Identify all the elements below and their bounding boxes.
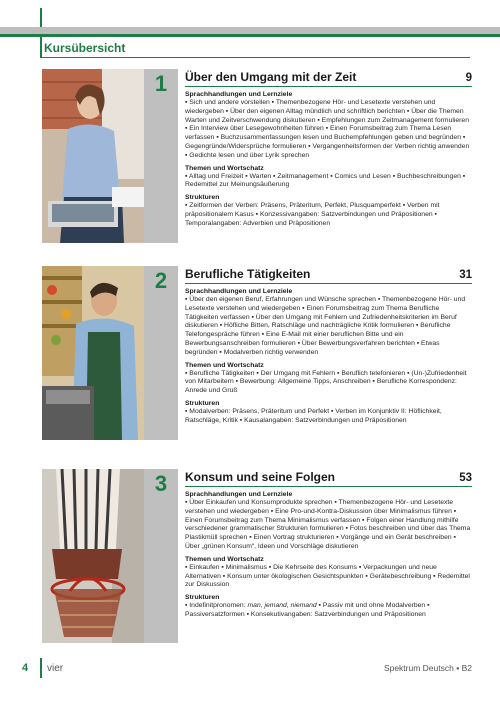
section-heading: Themen und Wortschatz (185, 164, 264, 172)
woman-with-laptop-photo (42, 69, 144, 243)
unit-page-number[interactable]: 9 (465, 72, 472, 84)
section-heading: Themen und Wortschatz (185, 361, 264, 369)
footer-page-number: 4 (22, 662, 29, 674)
unit-1-heading-row (185, 69, 472, 87)
section-heading: Sprachhandlungen und Lernziele (185, 91, 293, 98)
man-at-cashier-photo (42, 266, 144, 440)
unit-2-number-band (144, 266, 178, 440)
section-text: ▪ Über den eigenen Beruf, Erfahrungen und Wünsche sprechen ▪ Themenbezogene Hör- und Lesetexte verstehen und wiedergeben ▪ Einen Forumsbeitrag zum Thema Berufliche Tätigkeiten verfassen ▪ Über den Umgang mit Fehlern und Zufriedenheitskriterien im Beruf diskutieren ▪ Höfliche Bitten, Ratschläge und nachträgliche Kritik formulieren ▪ Berufliche Telefongespräche führen ▪ Eine E-Mail mit einer beruflichen Bitte und ein Bewerbungsanschreiben formulieren ▪ Über Bewerbungsverfahren berichten ▪ Etwas begründen ▪ Modalverben richtig verwenden (185, 296, 466, 356)
footer-book-title: Spektrum Deutsch ▪ B2 (383, 663, 472, 673)
shopping-basket-photo (42, 469, 144, 643)
unit-title[interactable]: Konsum und seine Folgen (185, 470, 336, 484)
section-text: ▪ Berufliche Tätigkeiten ▪ Der Umgang mit Fehlern ▪ Beruflich telefonieren ▪ (Un-)Zufriedenheit von Mitarbeitern ▪ Bewerbung: Allgemeine Tipps, Anschreiben ▪ Berufliche Korrespondenz: Anrede und Gruß (185, 369, 467, 395)
header-vertical-rule (40, 37, 42, 57)
top-corner-tick (40, 8, 42, 27)
footer-vertical-rule (40, 658, 42, 678)
unit-2-heading-row (185, 266, 472, 284)
top-grey-band (0, 27, 500, 34)
section-text: ▪ Modalverben: Präsens, Präteritum und Perfekt ▪ Verben im Konjunktiv II: Höflichkeit, Ratschläge, Kritik ▪ Kausalangaben: Satzverbindungen und Präpositionen (185, 407, 442, 424)
unit-3-heading-row (185, 469, 472, 487)
unit-1-photo (42, 69, 144, 243)
section-text: ▪ Zeitformen der Verben: Präsens, Präteritum, Perfekt, Plusquamperfekt ▪ Verben mit präpositionalem Kasus ▪ Konzessivangaben: Satzverbindungen und Präpositionen ▪ Temporalangaben: Adverbien und Präpositionen (185, 202, 440, 227)
section-text-part: ▪ Indefinitpronomen: (185, 602, 248, 610)
unit-3-body (185, 469, 472, 620)
unit-3-number-band (144, 469, 178, 643)
unit-number: 2 (154, 268, 168, 293)
section-heading: Strukturen (185, 399, 220, 407)
section-heading: Strukturen (185, 194, 220, 202)
unit-3 (42, 469, 472, 643)
unit-page-number[interactable]: 31 (459, 269, 472, 281)
unit-number: 3 (154, 471, 168, 496)
unit-title[interactable]: Berufliche Tätigkeiten (185, 267, 311, 281)
page-title: Kursübersicht (44, 41, 126, 55)
unit-1 (42, 69, 472, 243)
unit-page-number[interactable]: 53 (459, 472, 472, 484)
section-text: ▪ Sich und andere vorstellen ▪ Themenbezogene Hör- und Lesetexte verstehen und wiedergeben ▪ Über den eigenen Alltag mündlich und schriftlich berichten ▪ Über die Themen Warten und Zeitverschwendung diskutieren ▪ Empfehlungen zum Zeitmanagement formulieren ▪ Ein Interview über Lesegewohnheiten führen ▪ Einen Forumsbeitrag zum Thema Lesen verfassen ▪ Buchzusammenfassungen lesen und Buchempfehlungen geben und begründen ▪ Gegengründe/Widersprüche formulieren ▪ Vergangenheitsformen der Verben richtig anwenden ▪ Gedichte lesen und über Lyrik sprechen (185, 99, 470, 159)
header-rule (40, 57, 470, 58)
unit-number: 1 (154, 71, 168, 96)
section-heading: Sprachhandlungen und Lernziele (185, 491, 293, 498)
section-heading: Strukturen (185, 594, 220, 602)
section-heading: Sprachhandlungen und Lernziele (185, 288, 293, 295)
unit-1-body (185, 69, 472, 229)
section-text-part-italic: man, jemand, niemand (247, 602, 317, 610)
section-text (185, 602, 472, 620)
top-green-band (0, 34, 500, 37)
unit-title[interactable]: Über den Umgang mit der Zeit (185, 70, 357, 84)
footer-page-word: vier (47, 663, 64, 674)
unit-2 (42, 266, 472, 440)
section-text: ▪ Einkaufen ▪ Minimalismus ▪ Die Kehrseite des Konsums ▪ Verpackungen und neue Alternativen ▪ Konsum unter ökologischen Gesichtspunkten ▪ Gerätebeschreibung ▪ Redemittel zur Diskussion (185, 563, 470, 589)
section-heading: Themen und Wortschatz (185, 555, 264, 563)
unit-3-photo (42, 469, 144, 643)
unit-2-body (185, 266, 472, 426)
section-text-part: ▪ Passiv mit und ohne Modalverben ▪ Passiversatzformen ▪ Konsekutivangaben: Satzverbindungen und Präpositionen (185, 602, 430, 618)
section-text: ▪ Alltag und Freizeit ▪ Warten ▪ Zeitmanagement ▪ Comics und Lesen ▪ Buchbeschreibungen ▪ Redemittel zur Meinungsäußerung (185, 172, 466, 189)
unit-1-number-band (144, 69, 178, 243)
section-text: ▪ Über Einkaufen und Konsumprodukte sprechen ▪ Themenbezogene Hör- und Lesetexte verstehen und wiedergeben ▪ Eine Pro-und-Kontra-Diskussion über Minimalismus führen ▪ Einen Forumsbeitrag zum Thema Minimalismus verfassen ▪ Folgen einer Handlung mithilfe verschiedener grammatischer Strukturen formulieren ▪ Fotos beschreiben und über das Thema Plastikmüll sprechen ▪ Einen Vortrag strukturieren ▪ Vorgänge und ein Gerät beschreiben ▪ Über „grünen Konsum“, Ideen und Vorschläge diskutieren (185, 499, 471, 550)
unit-2-photo (42, 266, 144, 440)
